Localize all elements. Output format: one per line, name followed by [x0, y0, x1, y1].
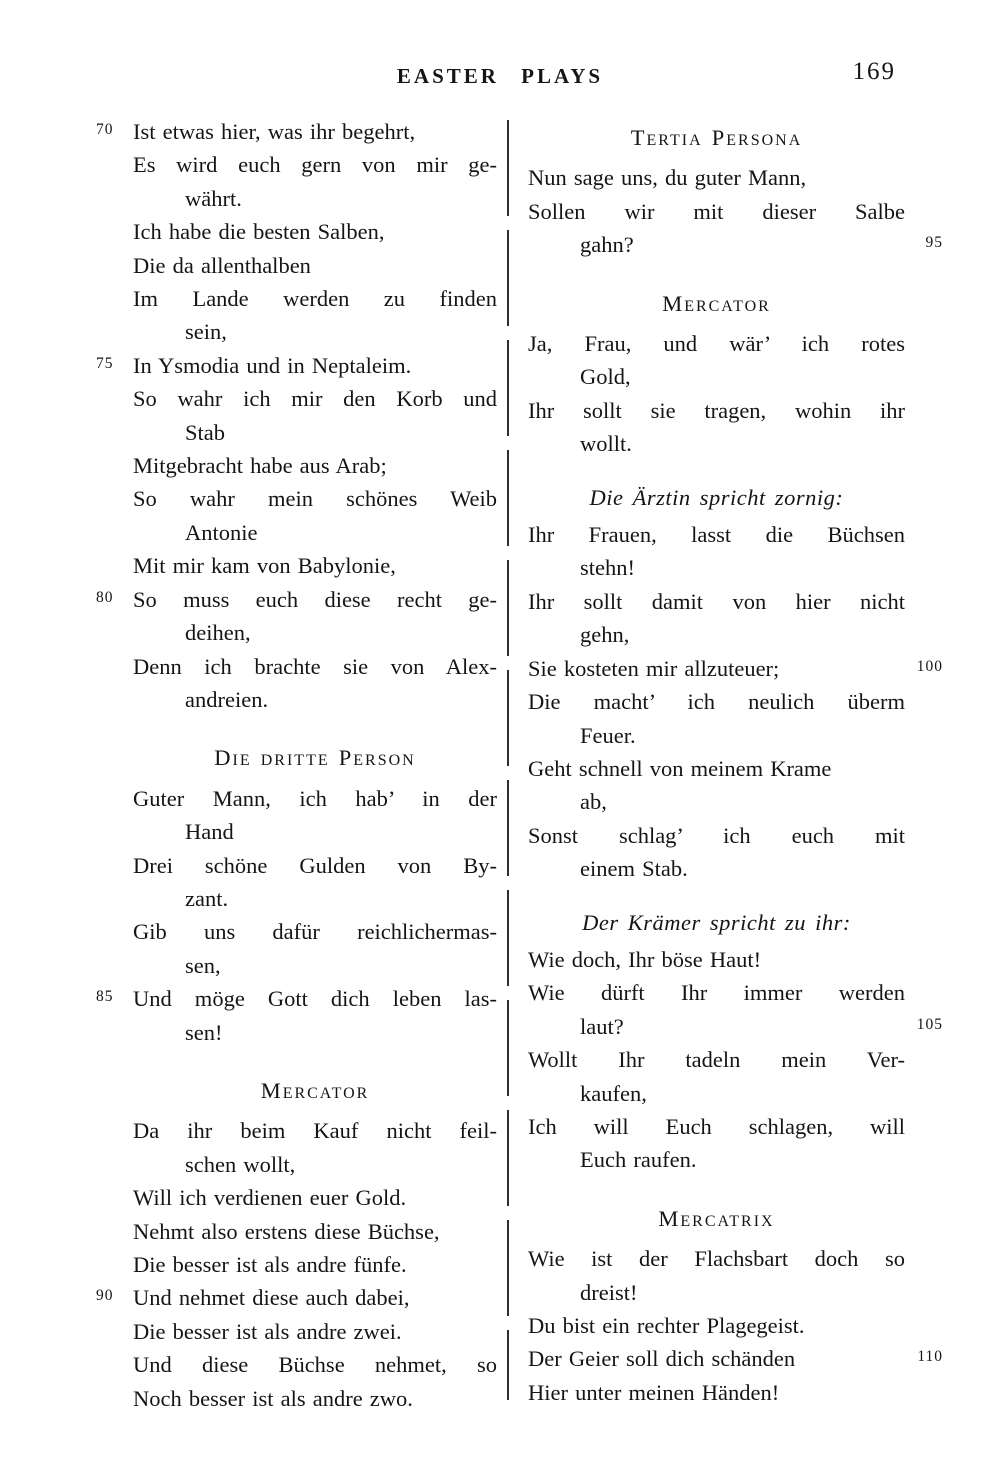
verse-text: Gold,: [580, 364, 631, 390]
speaker-heading: Mercator: [260, 1077, 370, 1103]
verse-text: einem Stab.: [580, 856, 688, 882]
verse-line: [528, 518, 905, 551]
verse-text: Noch besser ist als andre zwo.: [133, 1385, 413, 1411]
verse-text: Hand: [185, 819, 234, 845]
verse-line: [133, 1248, 497, 1281]
verse-line: [528, 618, 905, 651]
verse-line: [133, 382, 497, 415]
line-number: 110: [917, 1348, 943, 1366]
verse-text: andreien.: [185, 686, 269, 712]
verse-text: Und nehmet diese auch dabei,: [133, 1285, 410, 1311]
verse-text: Sollen wir mit dieser Salbe: [528, 198, 905, 224]
speaker-heading: Die dritte Person: [214, 745, 416, 771]
speaker-heading: Tertia Persona: [630, 125, 803, 150]
verse-text: deihen,: [185, 620, 251, 646]
verse-text: Geht schnell von meinem Krame: [528, 755, 832, 781]
verse-text: Und diese Büchse nehmet, so: [133, 1352, 497, 1378]
verse-text: sen!: [185, 1019, 223, 1045]
verse-text: ab,: [580, 789, 607, 815]
verse-text: Mit mir kam von Babylonie,: [133, 553, 396, 579]
verse-text: sein,: [185, 319, 227, 345]
verse-text: Wie ist der Flachsbart doch so: [528, 1246, 905, 1272]
verse-line: [528, 327, 905, 360]
stage-direction: Der Krämer spricht zu ihr:: [582, 909, 851, 935]
verse-text: Gib uns dafür reichlichermas-: [133, 919, 497, 945]
verse-line: [133, 482, 497, 515]
verse-line: [528, 976, 905, 1009]
line-number: 90: [96, 1287, 114, 1305]
verse-line: [133, 949, 497, 982]
verse-line: [528, 1143, 905, 1176]
verse-line: [528, 228, 943, 261]
verse-line: [133, 215, 497, 248]
verse-text: Ist etwas hier, was ihr begehrt,: [133, 119, 416, 144]
verse-line: [133, 182, 497, 215]
verse-text: Stab: [185, 419, 226, 445]
verse-line: [133, 782, 497, 815]
verse-line: [96, 115, 497, 148]
column-divider-rule: [507, 120, 509, 1400]
verse-line: [528, 585, 905, 618]
verse-line: [133, 416, 497, 449]
verse-text: Die da allenthalben: [133, 252, 311, 278]
verse-line: [528, 719, 905, 752]
verse-line: [528, 161, 905, 194]
verse-line: [528, 360, 905, 393]
verse-text: Euch raufen.: [580, 1147, 697, 1173]
verse-line: [528, 1309, 905, 1342]
verse-text: Feuer.: [580, 722, 636, 748]
verse-line: [528, 1342, 943, 1375]
verse-line: [528, 685, 905, 718]
verse-text: Nehmt also erstens diese Büchse,: [133, 1218, 440, 1244]
line-number: 75: [96, 354, 114, 372]
verse-text: Die besser ist als andre zwei.: [133, 1318, 402, 1344]
verse-line: [528, 652, 943, 685]
verse-line: [96, 1281, 497, 1314]
verse-line: [133, 815, 497, 848]
verse-text: Wie dürft Ihr immer werden: [528, 980, 905, 1006]
verse-line: [133, 1315, 497, 1348]
verse-line: [133, 249, 497, 282]
page-number: 169: [852, 58, 896, 85]
verse-text: Denn ich brachte sie von Alex-: [133, 653, 497, 679]
verse-text: Und möge Gott dich leben las-: [133, 986, 497, 1012]
verse-text: sen,: [185, 952, 221, 978]
verse-text: Ihr sollt damit von hier nicht: [528, 588, 905, 614]
verse-line: [133, 516, 497, 549]
verse-line: [528, 785, 905, 818]
verse-line: [133, 1382, 497, 1415]
verse-text: Ihr Frauen, lasst die Büchsen: [528, 522, 905, 548]
verse-text: schen wollt,: [185, 1151, 296, 1177]
verse-text: So muss euch diese recht ge-: [133, 586, 497, 612]
verse-line: [96, 349, 497, 382]
verse-text: Es wird euch gern von mir ge-: [133, 152, 497, 178]
line-number: 85: [96, 988, 114, 1006]
verse-line: [528, 943, 905, 976]
verse-text: Der Geier soll dich schänden: [528, 1346, 796, 1372]
verse-text: Nun sage uns, du guter Mann,: [528, 165, 807, 191]
right-text-column: [528, 121, 943, 1409]
verse-text: wollt.: [580, 431, 632, 457]
speaker-heading: Mercatrix: [658, 1205, 775, 1231]
verse-line: [133, 1148, 497, 1181]
verse-line: [133, 1114, 497, 1147]
verse-line: [96, 583, 497, 616]
verse-line: [528, 1242, 905, 1275]
verse-line: [133, 1016, 497, 1049]
verse-line: [528, 752, 905, 785]
verse-text: Du bist ein rechter Plagegeist.: [528, 1313, 805, 1338]
stage-direction: Die Ärztin spricht zornig:: [589, 484, 844, 510]
verse-line: [133, 915, 497, 948]
verse-line: [133, 683, 497, 716]
verse-text: Antonie: [185, 519, 258, 545]
verse-line: [528, 852, 905, 885]
verse-line: [528, 1110, 905, 1143]
verse-text: stehn!: [580, 555, 635, 581]
verse-text: Ja, Frau, und wär’ ich rotes: [528, 331, 905, 357]
verse-text: Sonst schlag’ ich euch mit: [528, 822, 905, 848]
verse-line: [528, 427, 905, 460]
verse-line: [133, 315, 497, 348]
verse-text: Wollt Ihr tadeln mein Ver-: [528, 1047, 905, 1073]
verse-line: [133, 549, 497, 582]
verse-text: Da ihr beim Kauf nicht feil-: [133, 1118, 497, 1144]
verse-text: Hier unter meinen Händen!: [528, 1379, 780, 1405]
verse-line: [528, 1010, 943, 1043]
verse-line: [133, 650, 497, 683]
verse-text: So wahr mein schönes Weib: [133, 486, 497, 512]
verse-line: [133, 148, 497, 181]
left-text-column: [96, 115, 497, 1415]
verse-text: Sie kosteten mir allzuteuer;: [528, 655, 780, 681]
verse-line: [133, 282, 497, 315]
verse-text: Mitgebracht habe aus Arab;: [133, 453, 387, 479]
line-number: 70: [96, 121, 114, 138]
verse-text: So wahr ich mir den Korb und: [133, 386, 497, 412]
verse-line: [528, 551, 905, 584]
speaker-heading: Mercator: [662, 290, 771, 316]
verse-line: [133, 849, 497, 882]
verse-line: [133, 882, 497, 915]
verse-line: [528, 1276, 905, 1309]
verse-text: Guter Mann, ich hab’ in der: [133, 785, 497, 811]
verse-line: [133, 1215, 497, 1248]
line-number: 105: [916, 1015, 943, 1033]
line-number: 95: [925, 234, 943, 252]
verse-text: Will ich verdienen euer Gold.: [133, 1185, 407, 1211]
verse-line: [133, 616, 497, 649]
verse-text: Ihr sollt sie tragen, wohin ihr: [528, 397, 905, 423]
verse-text: gehn,: [580, 622, 630, 648]
verse-text: Drei schöne Gulden von By-: [133, 852, 497, 878]
verse-text: kaufen,: [580, 1080, 647, 1106]
verse-line: [528, 1043, 905, 1076]
verse-text: In Ysmodia und in Neptaleim.: [133, 352, 412, 378]
line-number: 80: [96, 588, 114, 606]
verse-line: [96, 982, 497, 1015]
verse-text: Wie doch, Ihr böse Haut!: [528, 946, 762, 972]
verse-text: laut?: [580, 1013, 624, 1039]
verse-text: Ich habe die besten Salben,: [133, 219, 385, 245]
running-head-title: EASTER PLAYS: [396, 64, 604, 88]
verse-text: Die macht’ ich neulich überm: [528, 689, 905, 715]
verse-text: währt.: [185, 185, 242, 211]
verse-line: [133, 1348, 497, 1381]
verse-text: zant.: [185, 885, 229, 911]
verse-text: Ich will Euch schlagen, will: [528, 1113, 905, 1139]
verse-text: Die besser ist als andre fünfe.: [133, 1252, 407, 1277]
verse-line: [528, 195, 905, 228]
verse-line: [528, 1376, 905, 1409]
verse-text: gahn?: [580, 232, 634, 258]
verse-text: Im Lande werden zu finden: [133, 286, 497, 312]
verse-text: dreist!: [580, 1279, 638, 1305]
verse-line: [133, 449, 497, 482]
verse-line: [133, 1181, 497, 1214]
line-number: 100: [916, 657, 943, 675]
verse-line: [528, 819, 905, 852]
verse-line: [528, 1077, 905, 1110]
verse-line: [528, 394, 905, 427]
